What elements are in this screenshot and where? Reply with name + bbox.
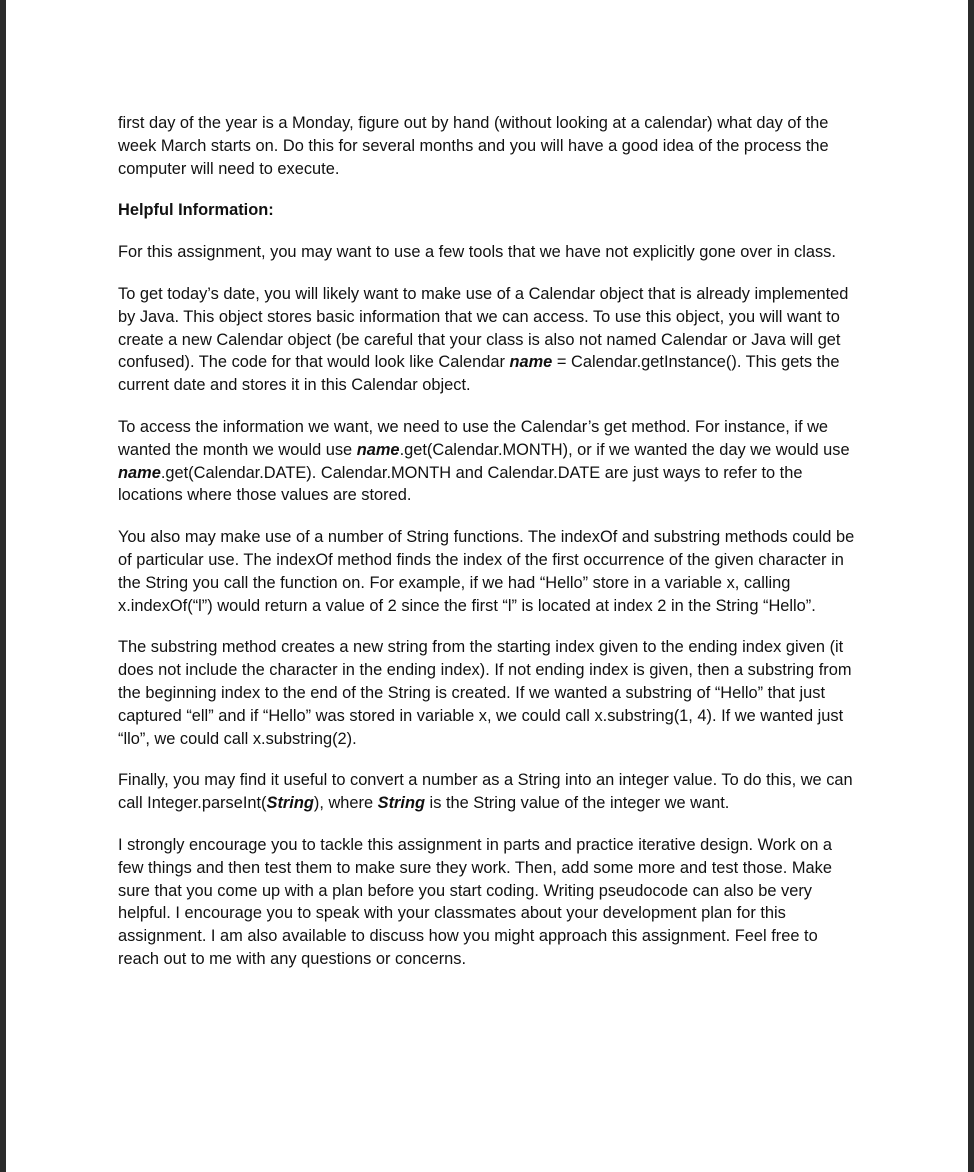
calendar-text-part1: To get today’s date, you will likely want to make use of a Calendar object that is already implemented by Java. This object stores basic information that we can access. To use this object, you will want to create a new Calendar object (be careful that your class is also not named Calendar or Java will get confused). The code for that would look like Calendar bbox=[118, 284, 849, 372]
paragraph-string-functions: You also may make use of a number of String functions. The indexOf and substring methods could be of particular use. The indexOf method finds the index of the first occurrence of the given character in the String you call the function on. For example, if we had “Hello” store in a variable x, calling x.indexOf(“l”) would return a value of 2 since the first “l” is located at index 2 in the String “Hello”. bbox=[118, 528, 855, 615]
page-body bbox=[118, 112, 858, 990]
access-text-part2: .get(Calendar.MONTH), or if we wanted the day we would use bbox=[399, 440, 850, 459]
paragraph-closing: I strongly encourage you to tackle this assignment in parts and practice iterative design. Work on a few things and then test them to make sure they work. Then, add some more and test those. Make sure that you come up with a plan before you start coding. Writing pseudocode can also be very helpful. I encourage you to speak with your classmates about your development plan for this assignment. I am also available to discuss how you might approach this assignment. Feel free to reach out to me with any questions or concerns. bbox=[118, 835, 832, 968]
paragraph-access bbox=[118, 416, 858, 507]
string-variable: String bbox=[377, 794, 425, 813]
heading-helpful-information: Helpful Information: bbox=[118, 201, 274, 220]
string-variable: String bbox=[266, 794, 314, 813]
paragraph-calendar bbox=[118, 283, 858, 397]
paragraph-parse bbox=[118, 769, 858, 815]
document-page bbox=[6, 0, 968, 1172]
access-text-part3: .get(Calendar.DATE). Calendar.MONTH and Calendar.DATE are just ways to refer to the locations where those values are stored. bbox=[118, 463, 803, 505]
calendar-text-part2: = Calendar.getInstance(). This gets the current date and stores it in this Calendar object. bbox=[118, 353, 840, 395]
paragraph-intro: first day of the year is a Monday, figure out by hand (without looking at a calendar) what day of the week March starts on. Do this for several months and you will have a good idea of the process the computer will need to execute. bbox=[118, 114, 829, 178]
name-variable: name bbox=[118, 463, 161, 482]
name-variable: name bbox=[356, 440, 400, 459]
name-variable: name bbox=[509, 353, 553, 372]
parse-text-part1: Finally, you may find it useful to convert a number as a String into an integer value. To do this, we can call Integer.parseInt( bbox=[118, 771, 853, 813]
paragraph-tools: For this assignment, you may want to use a few tools that we have not explicitly gone over in class. bbox=[118, 243, 836, 262]
parse-text-part2: ), where bbox=[313, 794, 378, 813]
access-text-part1: To access the information we want, we need to use the Calendar’s get method. For instance, if we wanted the month we would use bbox=[118, 417, 829, 459]
paragraph-substring: The substring method creates a new string from the starting index given to the ending index given (it does not include the character in the ending index). If not ending index is given, then a substring from the beginning index to the end of the String is created. If we wanted a substring of “Hello” that just captured “ell” and if “Hello” was stored in variable x, we could call x.substring(1, 4). If we wanted just “llo”, we could call x.substring(2). bbox=[118, 638, 852, 748]
parse-text-part3: is the String value of the integer we want. bbox=[425, 794, 730, 813]
